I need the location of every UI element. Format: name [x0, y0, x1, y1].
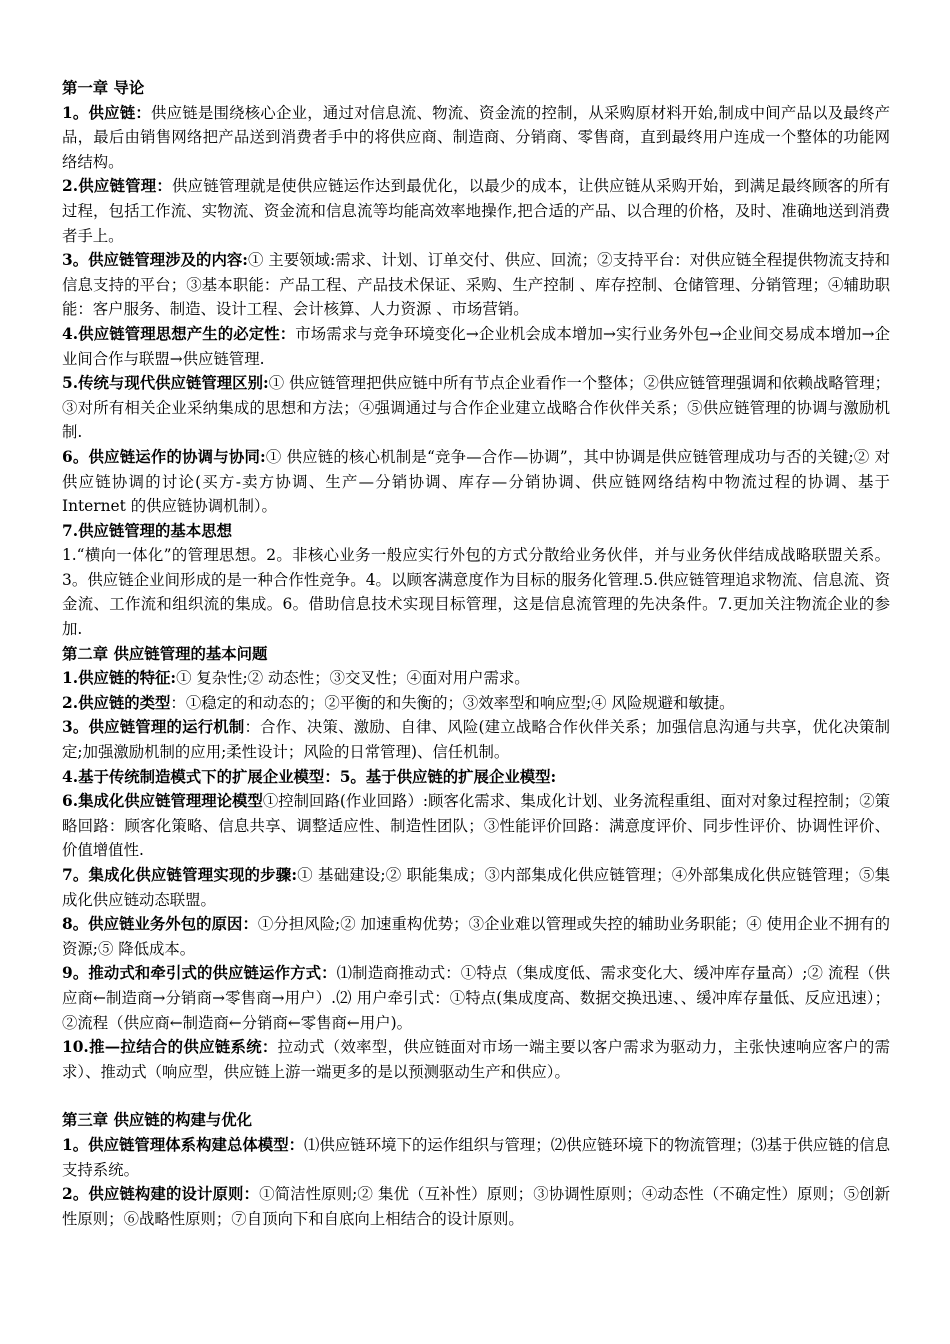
item-label: 3。供应链管理的运行机制	[62, 718, 245, 737]
ch1-item-1	[62, 101, 890, 175]
item-label: 2.供应链管理：	[62, 177, 172, 196]
item-label: 1。供应链管理体系构建总体模型：	[62, 1135, 305, 1154]
ch1-item-6	[62, 445, 890, 519]
item-label: 1.供应链的特征:	[62, 669, 177, 688]
chapter-1-title: 第一章 导论	[62, 79, 145, 97]
item-label: 2。供应链构建的设计原则：	[62, 1185, 260, 1204]
ch1-item-2	[62, 174, 890, 248]
ch1-item-4	[62, 322, 890, 371]
chapter-3-title: 第三章 供应链的构建与优化	[62, 1111, 253, 1130]
ch2-item-1	[62, 666, 890, 691]
item-text: ①控制回路(作业回路）:顾客化需求、集成化计划、业务流程重组、面对对象过程控制；②策略回路：顾客化策略、信息共享、调整适应性、制造性团队；③性能评价回路：满意度评价、同步性评价、协调性评价、价值增值性.	[62, 792, 890, 860]
chapter-2-title: 第二章 供应链管理的基本问题	[62, 644, 268, 663]
ch3-item-1	[62, 1133, 890, 1182]
item-text: ⑴供应链环境下的运作组织与管理；⑵供应链环境下的物流管理；⑶基于供应链的信息支持系统。	[62, 1135, 890, 1179]
item-text: ⑴制造商推动式：①特点（集成度低、需求变化大、缓冲库存量高）;② 流程（供应商←制造商→分销商→零售商→用户）.⑵ 用户牵引式：①特点(集成度高、数据交换迅速、、缓冲库存量低、反应迅速）；②流程（供应商←制造商←分销商←零售商←用户)。	[62, 964, 891, 1032]
item-text: ① 主要领域:需求、计划、订单交付、供应、回流；②支持平台：对供应链全程提供物流支持和信息支持的平台；③基本职能：产品工程、产品技术保证、采购、生产控制 、库存控制、仓储管理、分销管理；④辅助职能：客户服务、制造、设计工程、会计核算、人力资源 、市场营销。	[62, 251, 890, 319]
ch1-item-5	[62, 371, 890, 445]
item-label: 6.集成化供应链管理理论模型	[62, 792, 263, 811]
item-label: 5.传统与现代供应链管理区别:	[62, 374, 269, 393]
item-label: 6。供应链运作的协调与协同:	[62, 447, 266, 466]
item-label: 3。供应链管理涉及的内容:	[62, 251, 248, 270]
item-text: 供应链是围绕核心企业，通过对信息流、物流、资金流的控制，从采购原材料开始,制成中间产品以及最终产品，最后由销售网络把产品送到消费者手中的将供应商、制造商、分销商、零售商，直到最终用户连成一个整体的功能网络结构。	[62, 103, 890, 171]
item-text: ①简洁性原则;② 集优（互补性）原则；③协调性原则；④动态性（不确定性）原则；⑤创新性原则；⑥战略性原则；⑦自顶向下和自底向上相结合的设计原则。	[62, 1185, 890, 1228]
ch1-item-3	[62, 248, 890, 322]
item-text: 供应链管理就是使供应链运作达到最优化，以最少的成本，让供应链从采购开始，到满足最终顾客的所有过程，包括工作流、实物流、资金流和信息流等均能高效率地操作,把合适的产品、以合理的价格，及时、准确地送到消费者手上。	[62, 177, 890, 245]
item-text: ① 复杂性;② 动态性；③交叉性；④面对用户需求。	[176, 669, 530, 688]
ch1-item-7-text: 1.“横向一体化”的管理思想。2。非核心业务一般应实行外包的方式分散给业务伙伴，并与业务伙伴结成战略联盟关系。3。供应链企业间形成的是一种合作性竞争。4。以顾客满意度作为目标的服务化管理.5.供应链管理追求物流、信息流、资金流、工作流和组织流的集成。6。借助信息技术实现目标管理，这是信息流管理的先决条件。7.更加关注物流企业的参加.	[62, 546, 890, 639]
document-page	[62, 76, 890, 1231]
item-text: ：①稳定的和动态的；②平衡的和失衡的；③效率型和响应型;④ 风险规避和敏捷。	[170, 693, 735, 712]
ch2-item-3	[62, 715, 890, 764]
ch2-item-10	[62, 1035, 890, 1084]
item-text: ①分担风险;② 加速重构优势；③企业难以管理或失控的辅助业务职能；④ 使用企业不拥有的资源;⑤ 降低成本。	[62, 915, 890, 958]
ch2-item-9	[62, 961, 890, 1035]
item-text: ① 供应链管理把供应链中所有节点企业看作一个整体；②供应链管理强调和依赖战略管理；③对所有相关企业采纳集成的思想和方法；④强调通过与合作企业建立战略合作伙伴关系；⑤供应链管理的协调与激励机制.	[62, 374, 890, 442]
item-label: 2.供应链的类型	[62, 693, 171, 712]
item-text: ① 基础建设;② 职能集成；③内部集成化供应链管理；④外部集成化供应链管理；⑤集成化供应链动态联盟。	[62, 866, 890, 909]
ch3-item-2	[62, 1182, 890, 1231]
item-label: 10.推—拉结合的供应链系统：	[62, 1038, 278, 1057]
item-text: ① 供应链的核心机制是“竞争—合作—协调”，其中协调是供应链管理成功与否的关键;② 对供应链协调的讨论(买方-卖方协调、生产—分销协调、库存—分销协调、供应链网络结构中物流过程的协调、基于 Internet 的供应链协调机制）。	[62, 447, 890, 516]
item-label: 9。推动式和牵引式的供应链运作方式：	[62, 964, 337, 983]
item-label: 1。供应链：	[62, 103, 152, 122]
ch2-item-2	[62, 691, 890, 716]
item-label: 4.供应链管理思想产生的必定性：	[62, 324, 296, 343]
ch2-item-6	[62, 789, 890, 863]
item-label: 8。供应链业务外包的原因：	[62, 915, 258, 934]
item-text: 拉动式（效率型，供应链面对市场一端主要以客户需求为驱动力，主张快速响应客户的需求）、推动式（响应型，供应链上游一端更多的是以预测驱动生产和供应）。	[62, 1038, 890, 1081]
item-text: 市场需求与竞争环境变化→企业机会成本增加→实行业务外包→企业间交易成本增加→企业间合作与联盟→供应链管理.	[62, 324, 890, 368]
ch2-item-4-5: 4.基于传统制造模式下的扩展企业模型：5。基于供应链的扩展企业模型:	[62, 767, 557, 786]
section-spacer	[62, 1084, 890, 1108]
item-text: ：合作、决策、激励、自律、风险(建立战略合作伙伴关系；加强信息沟通与共享，优化决策制定;加强激励机制的应用;柔性设计；风险的日常管理)、信任机制。	[62, 718, 890, 762]
ch2-item-8	[62, 912, 890, 961]
ch2-item-7	[62, 863, 890, 912]
ch1-item-7-heading: 7.供应链管理的基本思想	[62, 521, 232, 540]
item-label: 7。集成化供应链管理实现的步骤:	[62, 866, 298, 884]
